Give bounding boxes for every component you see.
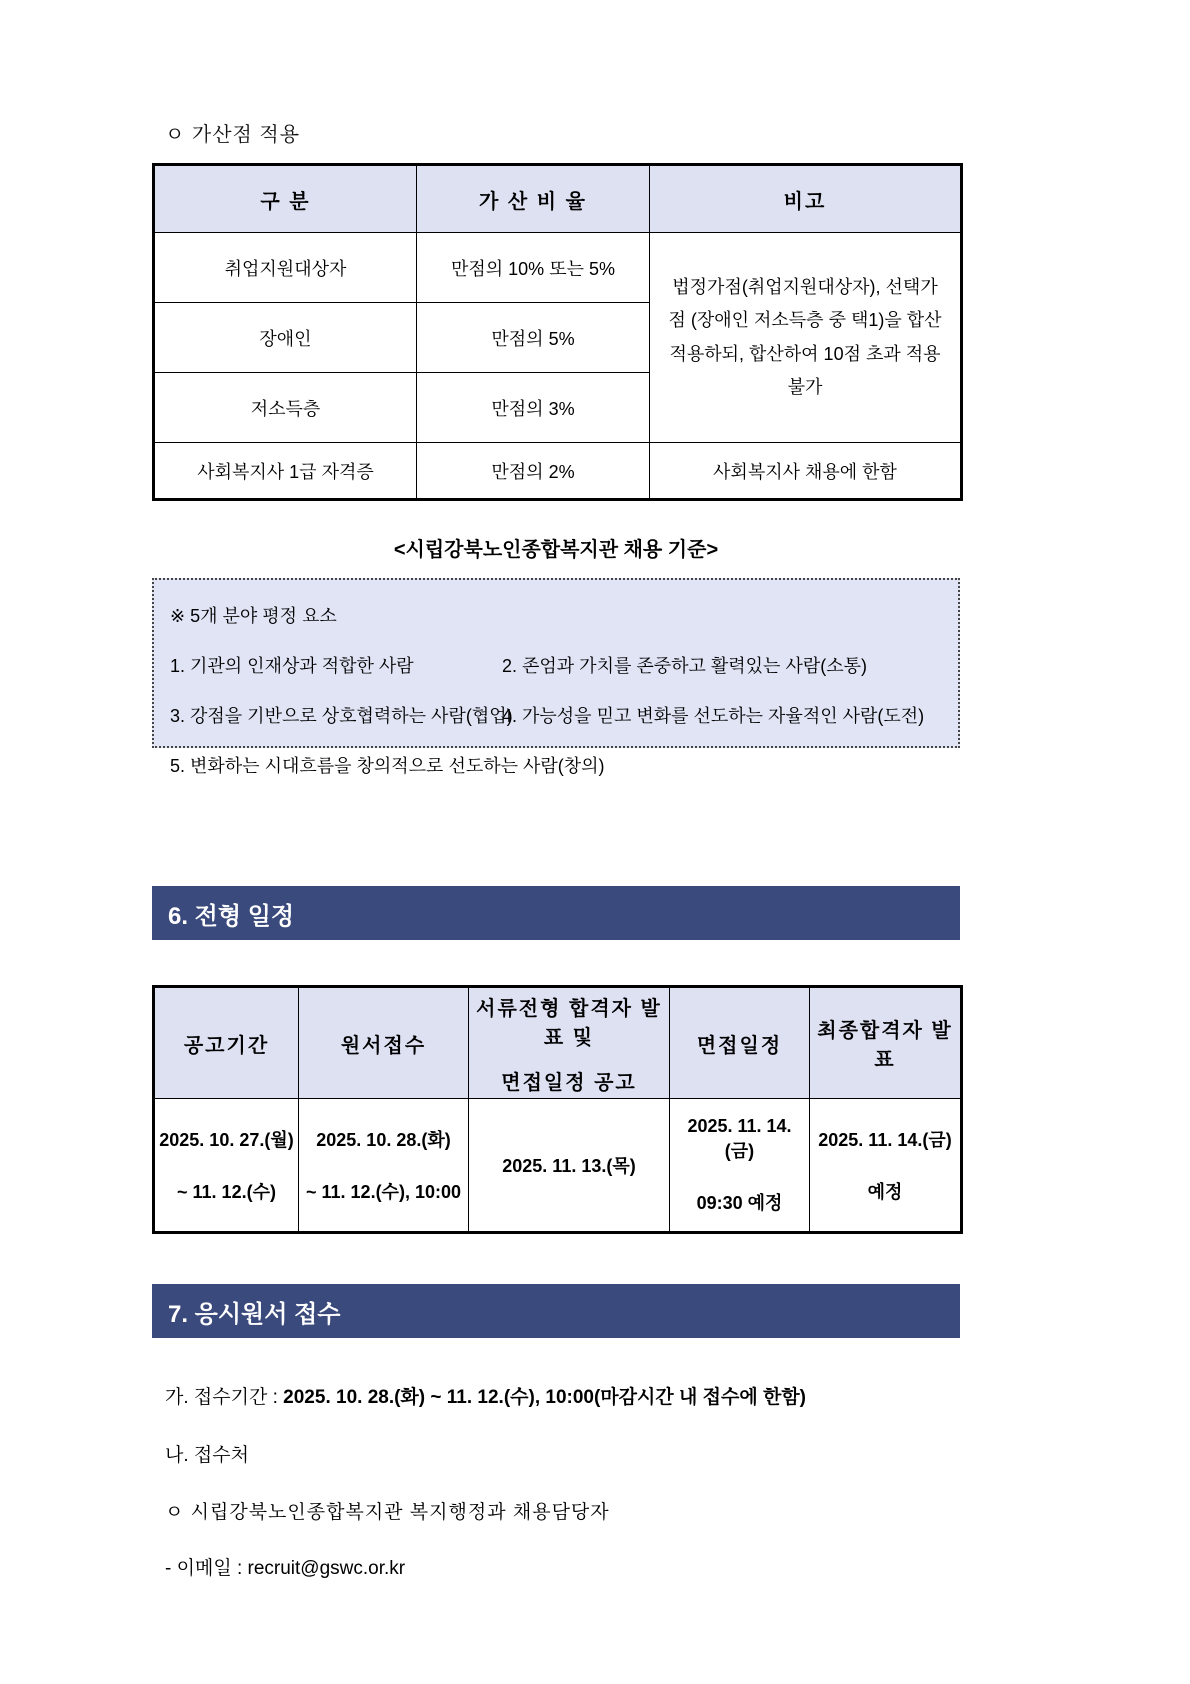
schedule-application-line1: 2025. 10. 28.(화) — [316, 1130, 451, 1150]
criteria-item-2: 2. 존엄과 가치를 존중하고 활력있는 사람(소통) — [502, 656, 867, 676]
schedule-header-document-result-line2: 면접일정 공고 — [501, 1071, 637, 1094]
bonus-header-remark: 비고 — [650, 165, 962, 233]
schedule-table — [152, 985, 963, 1234]
criteria-box-heading — [170, 602, 942, 628]
bonus-row-label: 사회복지사 1급 자격증 — [154, 443, 417, 500]
bonus-row-ratio: 만점의 3% — [417, 373, 650, 443]
criteria-title: <시립강북노인종합복지관 채용 기준> — [393, 539, 719, 561]
schedule-header-document-result — [469, 987, 670, 1099]
bonus-row-label: 취업지원대상자 — [154, 233, 417, 303]
schedule-interview-line2: 09:30 예정 — [696, 1192, 783, 1213]
criteria-heading-text: ※ 5개 분야 평정 요소 — [170, 606, 337, 626]
criteria-item-3: 3. 강점을 기반으로 상호협력하는 사람(협업) — [170, 706, 513, 726]
schedule-cell-interview — [670, 1099, 810, 1233]
schedule-header-final-result: 최종합격자 발표 — [810, 987, 962, 1099]
bonus-row-label: 저소득층 — [154, 373, 417, 443]
schedule-cell-notice-period — [154, 1099, 299, 1233]
criteria-box — [152, 578, 960, 776]
bonus-header-ratio: 가 산 비 율 — [417, 165, 650, 233]
bonus-row-note: 사회복지사 채용에 한함 — [650, 443, 962, 500]
schedule-final-result-line2: 예정 — [867, 1182, 903, 1202]
bonus-row-label: 장애인 — [154, 303, 417, 373]
schedule-notice-period-line2: ~ 11. 12.(수) — [177, 1182, 276, 1202]
schedule-cell-final-result — [810, 1099, 962, 1233]
section-banner-schedule-label: 6. 전형 일정 — [168, 902, 295, 930]
criteria-row-3 — [170, 752, 942, 778]
table-row — [154, 233, 962, 303]
schedule-interview-line1: 2025. 11. 14.(금) — [687, 1115, 792, 1161]
bonus-header-row — [154, 165, 962, 233]
schedule-header-notice-period: 공고기간 — [154, 987, 299, 1099]
schedule-document-result-date: 2025. 11. 13.(목) — [502, 1156, 636, 1176]
application-office-label: 나. 접수처 — [165, 1445, 249, 1466]
bonus-row-ratio: 만점의 2% — [417, 443, 650, 500]
section-banner-application — [152, 1284, 960, 1338]
schedule-cell-application — [299, 1099, 469, 1233]
application-email-line: - 이메일 : recruit@gswc.or.kr — [165, 1558, 406, 1579]
schedule-header-interview: 면접일정 — [670, 987, 810, 1099]
criteria-row-1 — [170, 652, 942, 678]
application-period-line — [165, 1382, 806, 1409]
application-office-line: ㅇ 시립강북노인종합복지관 복지행정과 채용담당자 — [165, 1502, 610, 1523]
section-banner-schedule — [152, 886, 960, 940]
bonus-merged-note: 법정가점(취업지원대상자), 선택가점 (장애인 저소득층 중 택1)을 합산 적용하되, 합산하여 10점 초과 적용 불가 — [650, 233, 962, 443]
schedule-cell-document-result — [469, 1099, 670, 1233]
bonus-row-ratio: 만점의 5% — [417, 303, 650, 373]
schedule-header-document-result-line1: 서류전형 합격자 발표 및 — [476, 997, 662, 1049]
criteria-item-1: 1. 기관의 인재상과 적합한 사람 — [170, 656, 414, 676]
bonus-row-ratio: 만점의 10% 또는 5% — [417, 233, 650, 303]
criteria-item-5: 5. 변화하는 시대흐름을 창의적으로 선도하는 사람(창의) — [170, 756, 605, 776]
section-banner-application-label: 7. 응시원서 접수 — [168, 1300, 341, 1328]
schedule-header-application: 원서접수 — [299, 987, 469, 1099]
criteria-item-4: 4. 가능성을 믿고 변화를 선도하는 자율적인 사람(도전) — [502, 706, 925, 726]
criteria-row-2 — [170, 702, 942, 728]
schedule-data-row — [154, 1099, 962, 1233]
bonus-table — [152, 163, 963, 501]
bonus-header-category: 구 분 — [154, 165, 417, 233]
schedule-header-row — [154, 987, 962, 1099]
schedule-application-line2: ~ 11. 12.(수), 10:00 — [306, 1182, 461, 1202]
schedule-notice-period-line1: 2025. 10. 27.(월) — [159, 1130, 294, 1150]
bonus-heading: ㅇ 가산점 적용 — [165, 124, 301, 146]
application-period-value: 2025. 10. 28.(화) ~ 11. 12.(수), 10:00(마감시간 내 접수에 한함) — [283, 1387, 807, 1408]
schedule-final-result-line1: 2025. 11. 14.(금) — [818, 1130, 952, 1150]
table-row — [154, 443, 962, 500]
application-period-label: 가. 접수기간 : — [165, 1387, 284, 1408]
